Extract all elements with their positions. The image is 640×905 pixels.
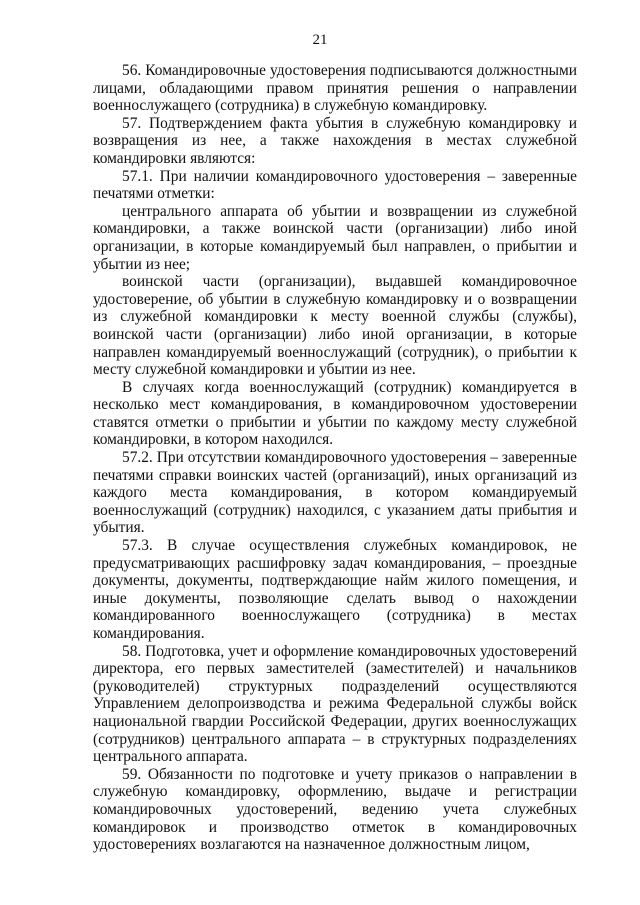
paragraph-57-1-central-apparatus: центрального аппарата об убытии и возвращении из служебной командировки, а также воинской части (организации) либо иной организации, в которые командируемый был направлен, о прибытии и убытии из нее; bbox=[93, 202, 577, 273]
paragraph-59: 59. Обязанности по подготовке и учету приказов о направлении в служебную командировку, оформлению, выдаче и регистрации командировочных удостоверений, ведению учета служебных командировок и производство отметок в командировочных удостоверениях возлагаются на назначенное должностным лицом, bbox=[93, 765, 577, 854]
page-number: 21 bbox=[312, 32, 328, 48]
paragraph-58: 58. Подготовка, учет и оформление командировочных удостоверений директора, его первых заместителей (заместителей) и начальников (руководителей) структурных подразделений осуществляются Управлением делопроизводства и режима Федеральной службы войск национальной гвардии Российской Федерации, других военнослужащих (сотрудников) центрального аппарата – в структурных подразделениях центрального аппарата. bbox=[93, 642, 577, 766]
paragraph-57-1-military-unit: воинской части (организации), выдавшей командировочное удостоверение, об убытии в служебную командировку и о возвращении из служебной командировки к месту военной службы (службы), воинской части (организации) либо иной организации, в которые направлен командируемый военнослужащий (сотрудник), о прибытии к месту служебной командировки и убытии из нее. bbox=[93, 273, 577, 379]
paragraph-56: 56. Командировочные удостоверения подписываются должностными лицами, обладающими правом принятия решения о направлении военнослужащего (сотрудника) в служебную командировку. bbox=[93, 62, 577, 115]
paragraph-57: 57. Подтверждением факта убытия в служебную командировку и возвращения из нее, а также нахождения в местах служебной командировки являются: bbox=[93, 114, 577, 167]
paragraph-57-3: 57.3. В случае осуществления служебных командировок, не предусматривающих расшифровку задач командирования, – проездные документы, документы, подтверждающие найм жилого помещения, и иные документы, позволяющие сделать вывод о нахождении командированного военнослужащего (сотрудника) в местах командирования. bbox=[93, 537, 577, 642]
paragraph-57-2: 57.2. При отсутствии командировочного удостоверения – заверенные печатями справки воинских частей (организаций), иных организаций из каждого места командирования, в котором командируемый военнослужащий (сотрудник) находился, с указанием даты прибытия и убытия. bbox=[93, 449, 577, 537]
document-body bbox=[93, 62, 577, 854]
paragraph-57-1-multiple-places: В случаях когда военнослужащий (сотрудник) командируется в несколько мест командирования, в командировочном удостоверении ставятся отметки о прибытии и убытии по каждому месту служебной командировки, в котором находился. bbox=[93, 378, 577, 449]
paragraph-57-1: 57.1. При наличии командировочного удостоверения – заверенные печатями отметки: bbox=[93, 167, 577, 203]
